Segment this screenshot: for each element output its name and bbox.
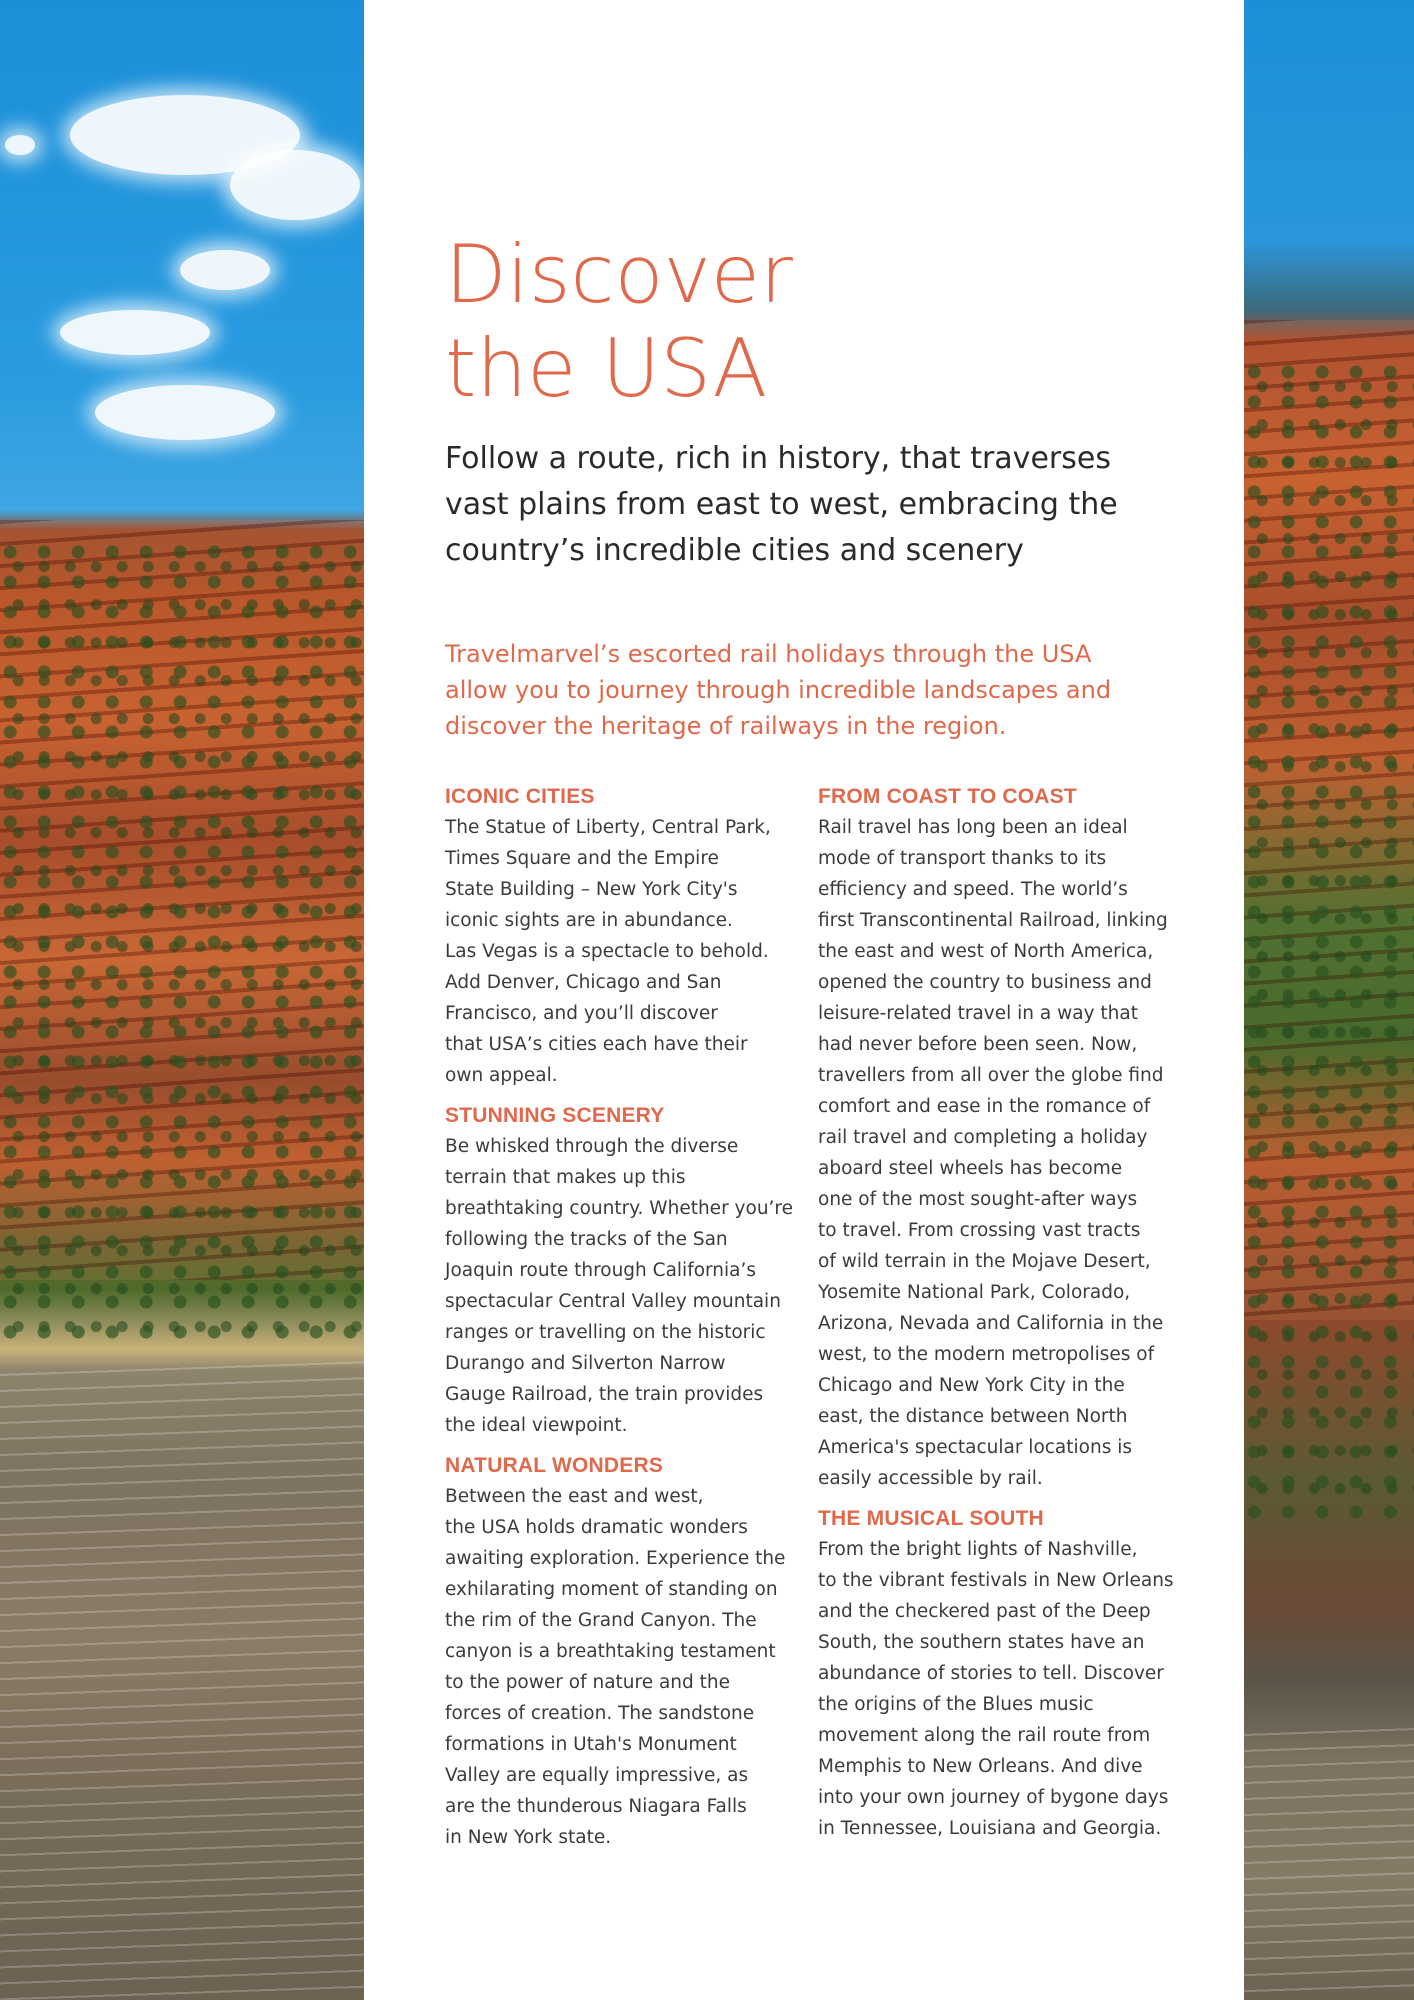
section-heading: NATURAL WONDERS (445, 1454, 664, 1477)
section-body: The Statue of Liberty, Central Park, Times Square and the Empire State Building – New York City's iconic sights are in abundance. Las Vegas is a spectacle to behold. Add Denver, Chicago and San Francisco, and you’ll discover that USA’s cities each have their own appeal. (445, 817, 771, 1086)
right-canyon-photo (1244, 0, 1414, 2000)
left-pine-trees (0, 540, 364, 1340)
article-content (445, 228, 1185, 1882)
text-panel (364, 0, 1244, 2000)
section-stunning-scenery (445, 1101, 805, 1441)
title-line-1: Discover (445, 228, 793, 321)
cloud (180, 250, 270, 290)
two-column-body (445, 782, 1185, 1882)
cloud (5, 135, 35, 155)
section-musical-south (818, 1504, 1188, 1844)
section-body: From the bright lights of Nashville, to the vibrant festivals in New Orleans and the checkered past of the Deep South, the southern states have an abundance of stories to tell. Discover the origins of the Blues music movement along the rail route from Memphis to New Orleans. And dive into your own journey of bygone days in Tennessee, Louisiana and Georgia. (818, 1539, 1174, 1839)
intro-paragraph: Travelmarvel’s escorted rail holidays through the USA allow you to journey through incredible landscapes and discover the heritage of railways in the region. (445, 640, 1112, 740)
section-coast-to-coast (818, 782, 1188, 1494)
cloud (60, 310, 210, 355)
right-pine-trees (1244, 360, 1414, 1520)
left-river-water (0, 1360, 364, 2000)
section-body: Between the east and west, the USA holds dramatic wonders awaiting exploration. Experience the exhilarating moment of standing on the rim of the Grand Canyon. The canyon is a breathtaking testament to the power of nature and the forces of creation. The sandstone formations in Utah's Monument Valley are equally impressive, as are the thunderous Niagara Falls in New York state. (445, 1486, 786, 1848)
left-column (445, 782, 805, 1863)
section-natural-wonders (445, 1451, 805, 1853)
section-heading: ICONIC CITIES (445, 785, 595, 808)
section-heading: THE MUSICAL SOUTH (818, 1507, 1044, 1530)
right-river-water (1244, 1720, 1414, 2000)
page-subtitle: Follow a route, rich in history, that traverses vast plains from east to west, embracing the country’s incredible cities and scenery (445, 441, 1118, 568)
section-body: Rail travel has long been an ideal mode of transport thanks to its efficiency and speed. The world’s first Transcontinental Railroad, linking the east and west of North America, opened the country to business and leisure-related travel in a way that had never before been seen. Now, travellers from all over the globe find comfort and ease in the romance of rail travel and completing a holiday aboard steel wheels has become one of the most sought-after ways to travel. From crossing vast tracts of wild terrain in the Mojave Desert, Yosemite National Park, Colorado, Arizona, Nevada and California in the west, to the modern metropolises of Chicago and New York City in the east, the distance between North America's spectacular locations is easily accessible by rail. (818, 817, 1168, 1489)
title-line-2: the USA (445, 322, 768, 415)
section-body: Be whisked through the diverse terrain that makes up this breathtaking country. Whether you’re following the tracks of the San Joaquin route through California’s spectacular Central Valley mountain ranges or travelling on the historic Durango and Silverton Narrow Gauge Railroad, the train provides the ideal viewpoint. (445, 1136, 794, 1436)
page-title (445, 228, 1185, 416)
section-iconic-cities (445, 782, 805, 1091)
cloud (95, 385, 275, 440)
left-canyon-photo (0, 0, 364, 2000)
cloud (230, 150, 360, 220)
section-heading: STUNNING SCENERY (445, 1104, 665, 1127)
right-column (818, 782, 1188, 1854)
section-heading: FROM COAST TO COAST (818, 785, 1077, 808)
